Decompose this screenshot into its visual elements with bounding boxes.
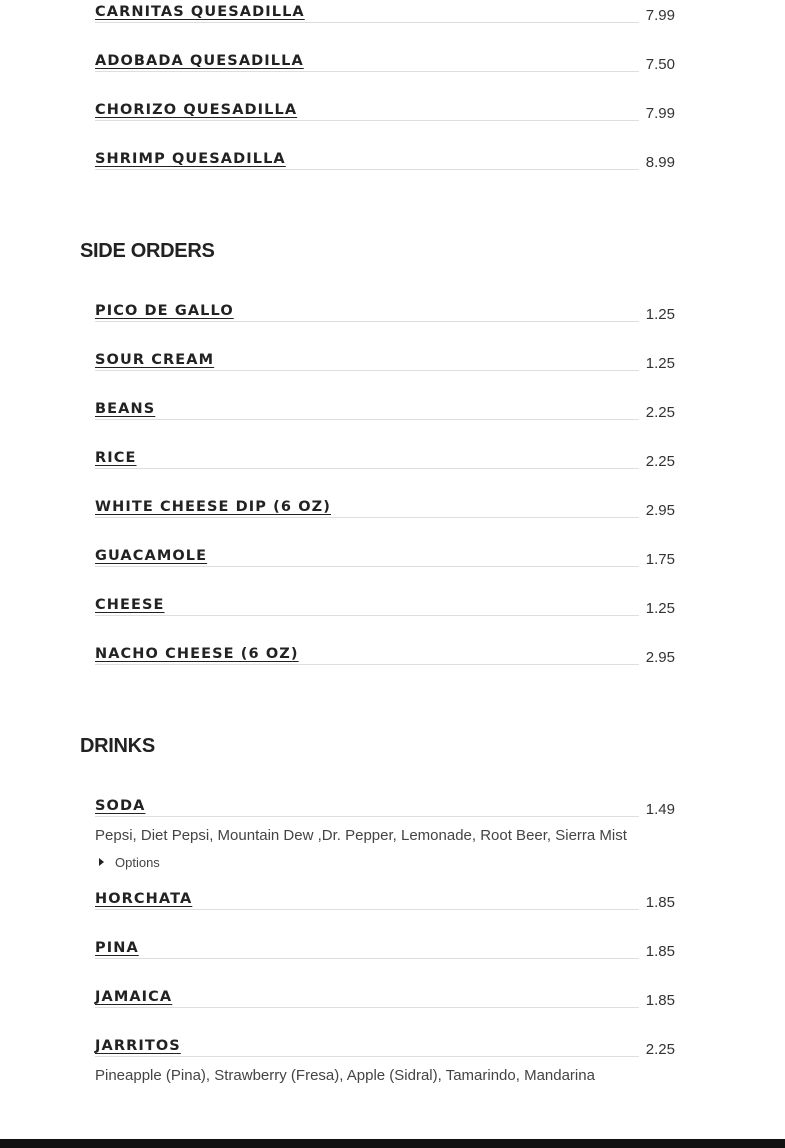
footer-bar bbox=[0, 1139, 785, 1148]
menu-item-guacamole bbox=[95, 548, 675, 578]
leader-line bbox=[95, 169, 639, 170]
menu-item-white-cheese-dip bbox=[95, 499, 675, 529]
menu-item-name-link[interactable]: SODA bbox=[95, 798, 153, 814]
menu-item-shrimp-quesadilla bbox=[95, 151, 675, 181]
menu-item-price: 8.99 bbox=[640, 154, 675, 171]
menu-item-name-link[interactable]: JAMAICA bbox=[95, 989, 180, 1005]
leader-line bbox=[95, 321, 639, 322]
menu-item-beans bbox=[95, 401, 675, 431]
leader-line bbox=[95, 71, 639, 72]
leader-line bbox=[95, 120, 639, 121]
menu-item-carnitas-quesadilla bbox=[95, 4, 675, 34]
menu-item-price: 1.75 bbox=[640, 551, 675, 568]
menu-item-price: 1.25 bbox=[640, 355, 675, 372]
menu-item-sour-cream bbox=[95, 352, 675, 382]
menu-item-price: 7.99 bbox=[640, 7, 675, 24]
menu-item-name-link[interactable]: SHRIMP QUESADILLA bbox=[95, 151, 294, 167]
menu-item-name-link[interactable]: PICO DE GALLO bbox=[95, 303, 242, 319]
menu-item-pina bbox=[95, 940, 675, 970]
menu-item-cheese bbox=[95, 597, 675, 627]
menu-item-jarritos bbox=[95, 1038, 675, 1068]
menu-item-name-link[interactable]: CHORIZO QUESADILLA bbox=[95, 102, 305, 118]
menu-item-nacho-cheese bbox=[95, 646, 675, 676]
menu-item-name-link[interactable]: RICE bbox=[95, 450, 145, 466]
leader-line bbox=[95, 419, 639, 420]
menu-item-chorizo-quesadilla bbox=[95, 102, 675, 132]
menu-item-price: 2.25 bbox=[640, 1041, 675, 1058]
menu-item-price: 2.25 bbox=[640, 453, 675, 470]
menu-item-price: 1.49 bbox=[640, 801, 675, 818]
section-title-side-orders: SIDE ORDERS bbox=[80, 240, 215, 262]
menu-item-price: 2.25 bbox=[640, 404, 675, 421]
menu-item-name-link[interactable]: SOUR CREAM bbox=[95, 352, 222, 368]
leader-line bbox=[95, 1007, 639, 1008]
menu-item-name-link[interactable]: BEANS bbox=[95, 401, 163, 417]
leader-line bbox=[95, 517, 639, 518]
menu-item-jamaica bbox=[95, 989, 675, 1019]
leader-line bbox=[95, 468, 639, 469]
menu-item-name-link[interactable]: JARRITOS bbox=[95, 1038, 189, 1054]
leader-line bbox=[95, 816, 639, 817]
menu-item-price: 1.85 bbox=[640, 894, 675, 911]
leader-line bbox=[95, 664, 639, 665]
menu-item-adobada-quesadilla bbox=[95, 53, 675, 83]
menu-item-price: 1.25 bbox=[640, 600, 675, 617]
menu-item-price: 2.95 bbox=[640, 502, 675, 519]
menu-item-soda bbox=[95, 798, 675, 828]
menu-item-horchata bbox=[95, 891, 675, 921]
menu-item-price: 2.95 bbox=[640, 649, 675, 666]
menu-item-pico-de-gallo bbox=[95, 303, 675, 333]
menu-item-name-link[interactable]: PINA bbox=[95, 940, 147, 956]
leader-line bbox=[95, 958, 639, 959]
menu-item-price: 7.50 bbox=[640, 56, 675, 73]
leader-line bbox=[95, 909, 639, 910]
section-title-drinks: DRINKS bbox=[80, 735, 155, 757]
menu-item-name-link[interactable]: ADOBADA QUESADILLA bbox=[95, 53, 312, 69]
menu-item-price: 1.85 bbox=[640, 943, 675, 960]
menu-item-description: Pineapple (Pina), Strawberry (Fresa), Apple (Sidral), Tamarindo, Mandarina bbox=[95, 1067, 595, 1084]
menu-item-name-link[interactable]: WHITE CHEESE DIP (6 OZ) bbox=[95, 499, 339, 515]
menu-item-price: 1.85 bbox=[640, 992, 675, 1009]
menu-item-rice bbox=[95, 450, 675, 480]
menu-item-description: Pepsi, Diet Pepsi, Mountain Dew ,Dr. Pepper, Lemonade, Root Beer, Sierra Mist bbox=[95, 827, 627, 844]
caret-right-icon bbox=[99, 858, 104, 866]
menu-item-name-link[interactable]: NACHO CHEESE (6 OZ) bbox=[95, 646, 307, 662]
leader-line bbox=[95, 566, 639, 567]
leader-line bbox=[95, 615, 639, 616]
leader-line bbox=[95, 1056, 639, 1057]
options-toggle[interactable] bbox=[99, 854, 160, 870]
menu-item-name-link[interactable]: GUACAMOLE bbox=[95, 548, 215, 564]
menu-item-price: 1.25 bbox=[640, 306, 675, 323]
leader-line bbox=[95, 22, 639, 23]
menu-item-name-link[interactable]: HORCHATA bbox=[95, 891, 200, 907]
menu-item-name-link[interactable]: CHEESE bbox=[95, 597, 173, 613]
leader-line bbox=[95, 370, 639, 371]
menu-item-price: 7.99 bbox=[640, 105, 675, 122]
menu-item-name-link[interactable]: CARNITAS QUESADILLA bbox=[95, 4, 313, 20]
options-label: Options bbox=[115, 854, 160, 870]
